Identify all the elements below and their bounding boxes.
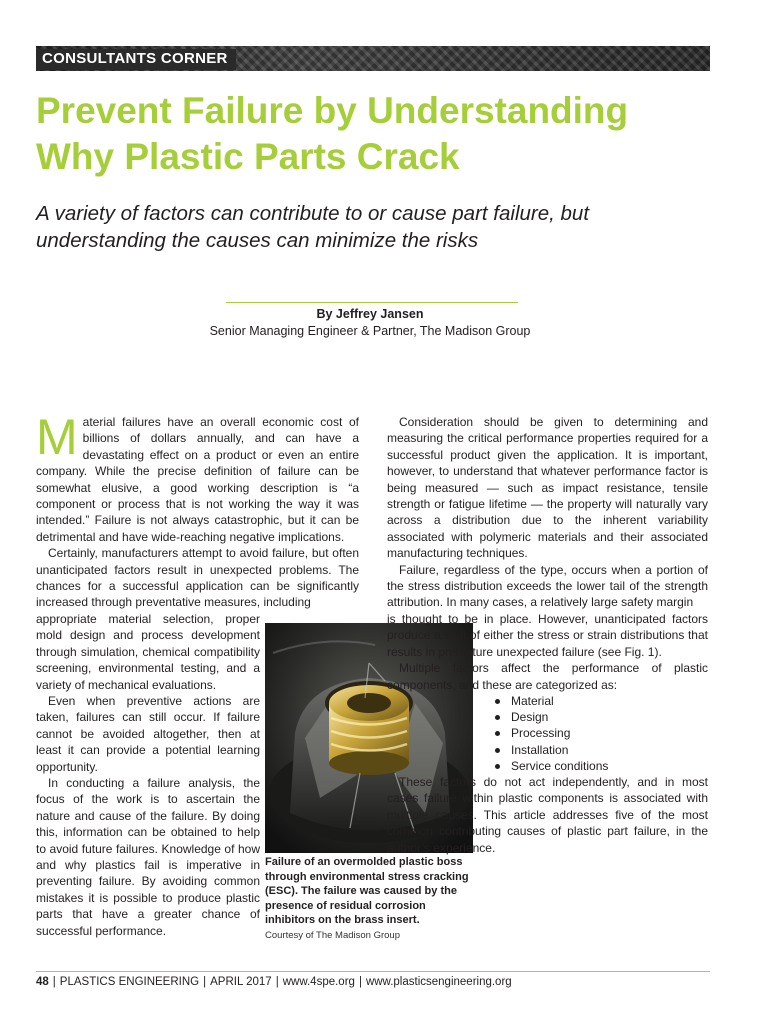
drop-cap: M: [36, 409, 78, 465]
footer-link-plasticsengineering[interactable]: www.plasticsengineering.org: [365, 976, 512, 988]
footer-rule: [36, 971, 710, 972]
publication-name: PLASTICS ENGINEERING: [59, 976, 200, 988]
paragraph: Certainly, manufacturers attempt to avoid failure, but often unanticipated factors result in unexpected problems. The chances for a successful application can be significantly increased through preventative measures, including: [36, 546, 359, 610]
author-title: Senior Managing Engineer & Partner, The Madison Group: [209, 324, 531, 338]
byline-rule: [226, 302, 518, 303]
paragraph: Even when preventive actions are taken, failures can still occur. If failure cannot be avoided altogether, then at least it can provide a potential learning opportunity.: [36, 693, 260, 774]
list-item-label: Design: [511, 710, 549, 725]
deck-line-2: understanding the causes can minimize the risks: [36, 229, 479, 252]
bullet-icon: [495, 699, 500, 704]
footer-link-4spe[interactable]: www.4spe.org: [282, 976, 355, 988]
deck-subtitle: [36, 200, 726, 254]
section-label: CONSULTANTS CORNER: [36, 49, 236, 70]
list-item-label: Installation: [511, 742, 569, 757]
footer-separator: |: [203, 976, 207, 988]
paragraph: appropriate material selection, proper mold design and process development through simulation, chemical compatibility screening, environmental testing, and a variety of mechanical evaluations.: [36, 611, 260, 692]
list-item: [387, 693, 708, 709]
author-name: By Jeffrey Jansen: [316, 307, 424, 321]
list-item: [387, 725, 708, 741]
paragraph: is thought to be in place. However, unanticipated factors produce a shift of either the stress or strain distributions that results in premature unexpected failure (see Fig. 1).: [387, 611, 708, 659]
list-item-label: Service conditions: [511, 758, 609, 773]
bullet-icon: [495, 731, 500, 736]
headline-line-1: Prevent Failure by Understanding: [36, 90, 629, 131]
footer-separator: |: [52, 976, 56, 988]
article-column-right: [387, 414, 708, 856]
headline-line-2: Why Plastic Parts Crack: [36, 136, 460, 177]
paragraph: These factors do not act independently, and in most cases failure within plastic components is associated with multiple causes. This article addresses five of the most common contributing causes of plastic part failure, in the author’s experience.: [387, 774, 708, 855]
figure-caption: Failure of an overmolded plastic boss through environmental stress cracking (ESC). The failure was caused by the presence of residual corrosion inhibitors on the brass insert.: [265, 856, 469, 926]
issue-date: APRIL 2017: [210, 976, 272, 988]
byline: [100, 306, 640, 340]
footer-separator: |: [358, 976, 362, 988]
list-item: [387, 742, 708, 758]
page-number: 48: [36, 976, 49, 988]
section-banner: [36, 46, 710, 71]
paragraph-intro-text: aterial failures have an overall economic cost of billions of dollars annually, and can have a devastating effect on a product or even an entire company. While the precise definition of failure can be somewhat elusive, a good working description is “a component or process that is not working the way it was intended.” Failure is not always catastrophic, but it can be detrimental and have wide-reaching negative implications.: [36, 415, 359, 544]
paragraph: Failure, regardless of the type, occurs when a portion of the stress distribution exceeds the lower tail of the strength attribution. In many cases, a relatively large safety margin: [387, 562, 708, 610]
footer-separator: |: [275, 976, 279, 988]
paragraph: Consideration should be given to determining and measuring the critical performance properties required for a successful product given the application. It is important, however, to understand that whatever performance factor is being measured — such as impact resistance, tensile strength or fatigue lifetime — the property will naturally vary across a distribution due to the inherent variability associated with polymeric materials and their associated manufacturing techniques.: [387, 415, 708, 561]
page-footer: [36, 976, 512, 988]
list-item: [387, 709, 708, 725]
factor-list: [387, 693, 708, 774]
list-item-label: Material: [511, 693, 554, 708]
headline: [36, 88, 736, 180]
paragraph: In conducting a failure analysis, the focus of the work is to ascertain the nature and cause of the failure. By doing this, information can be obtained to help to avoid future failures. Knowledge of how and why plastics fail is imperative in preventing failure. By avoiding common mistakes it is possible to produce plastic parts that have a greater chance of successful performance.: [36, 775, 260, 938]
deck-line-1: A variety of factors can contribute to or cause part failure, but: [36, 202, 590, 225]
list-item-label: Processing: [511, 726, 571, 741]
figure-credit: Courtesy of The Madison Group: [265, 929, 401, 941]
bullet-icon: [495, 748, 500, 753]
paragraph: Multiple factors affect the performance of plastic components, and these are categorized as:: [387, 661, 708, 692]
bullet-icon: [495, 764, 500, 769]
list-item: [387, 758, 708, 774]
bullet-icon: [495, 715, 500, 720]
paragraph-intro: [36, 409, 359, 545]
